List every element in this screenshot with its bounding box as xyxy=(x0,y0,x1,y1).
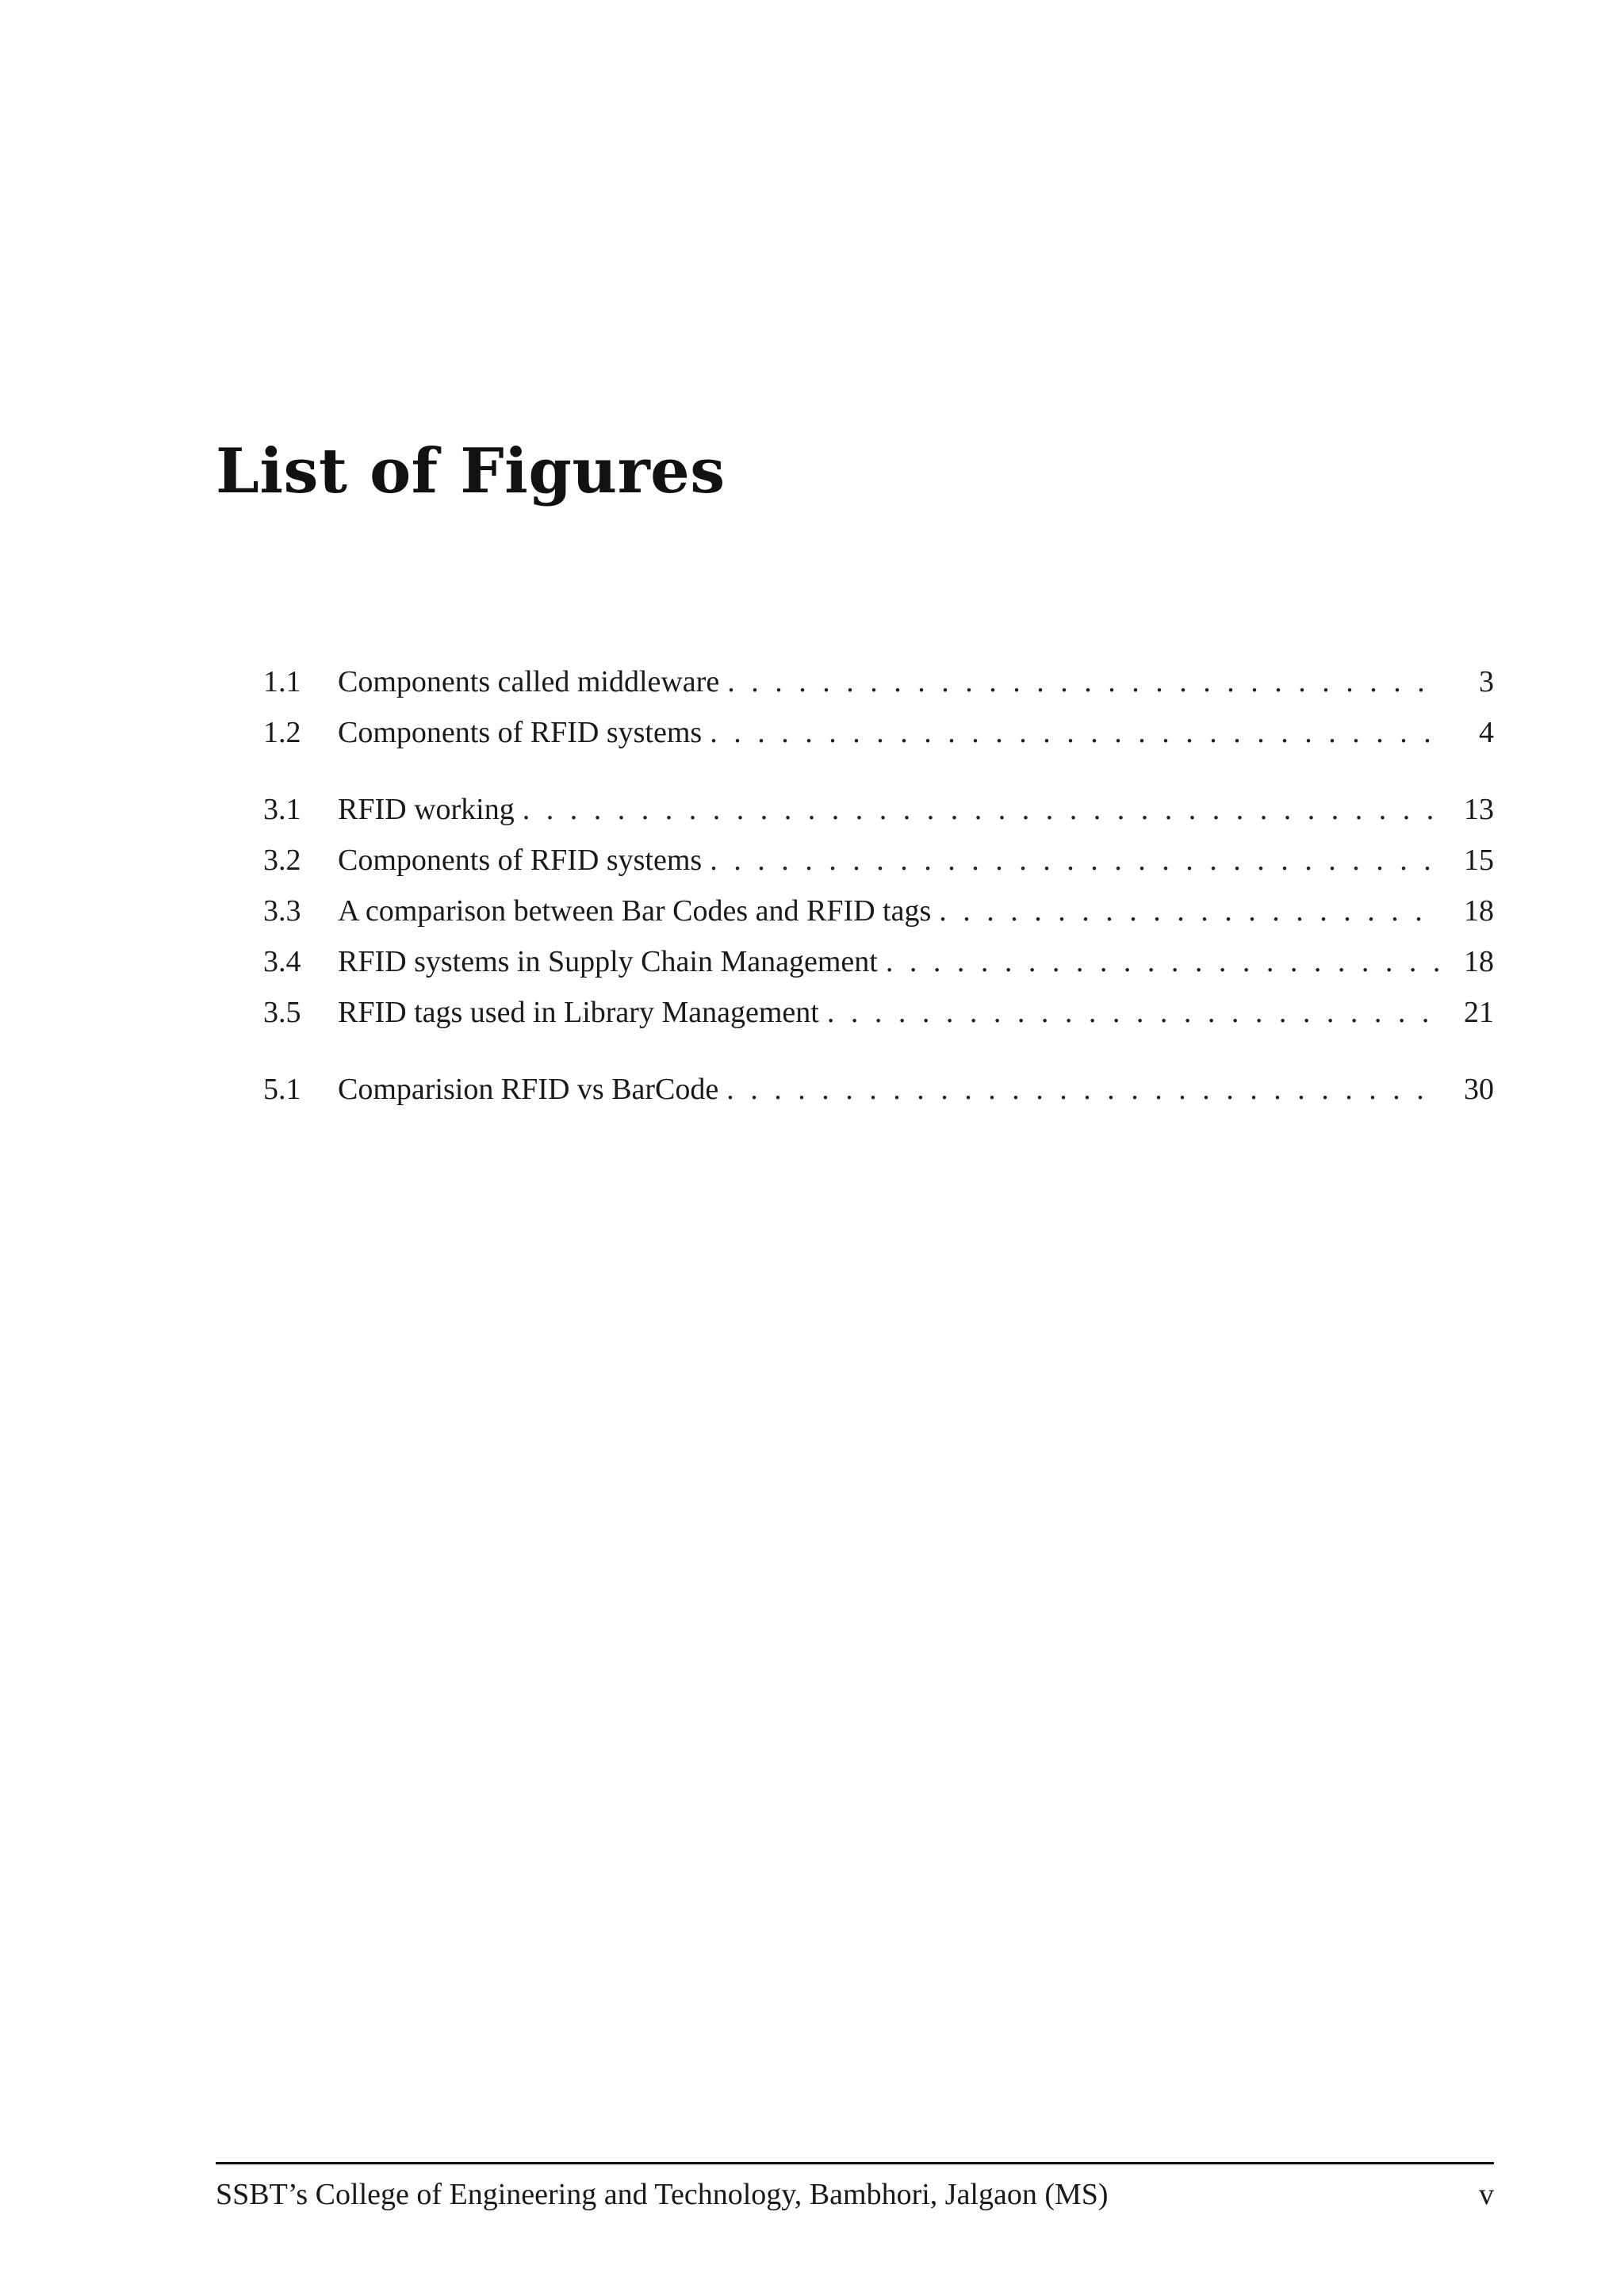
dot-leader xyxy=(718,1072,1438,1107)
figure-title: RFID working xyxy=(338,793,515,826)
dot-leader xyxy=(878,944,1438,979)
figure-page: 18 xyxy=(1464,945,1494,978)
figure-number: 1.1 xyxy=(263,665,301,698)
dot-leader xyxy=(702,843,1438,878)
figure-entry[interactable] xyxy=(263,792,1494,836)
figure-page: 4 xyxy=(1479,716,1494,749)
figure-title: RFID tags used in Library Management xyxy=(338,996,819,1029)
figure-title: Components of RFID systems xyxy=(338,844,703,877)
figure-entry[interactable] xyxy=(263,715,1494,760)
figure-title: RFID systems in Supply Chain Management xyxy=(338,945,878,978)
figure-page: 21 xyxy=(1464,996,1494,1029)
figure-page: 13 xyxy=(1464,793,1494,826)
dot-leader xyxy=(719,664,1438,699)
footer-institution: SSBT’s College of Engineering and Technology, Bambhori, Jalgaon (MS) xyxy=(216,2178,1109,2211)
figure-entry[interactable] xyxy=(263,894,1494,938)
figure-title: Components of RFID systems xyxy=(338,716,703,749)
figure-number: 3.2 xyxy=(263,844,301,877)
footer-divider xyxy=(216,2162,1494,2164)
figure-page: 30 xyxy=(1464,1073,1494,1106)
figure-entry[interactable] xyxy=(263,664,1494,709)
page-title: List of Figures xyxy=(216,435,726,507)
figure-page: 18 xyxy=(1464,894,1494,928)
figure-title: A comparison between Bar Codes and RFID tags xyxy=(338,894,932,928)
figure-page: 3 xyxy=(1479,665,1494,698)
footer-page-number: v xyxy=(1479,2178,1494,2211)
dot-leader xyxy=(819,995,1438,1030)
figure-entry[interactable] xyxy=(263,944,1494,989)
figure-entry[interactable] xyxy=(263,995,1494,1039)
dot-leader xyxy=(702,715,1438,750)
figure-page: 15 xyxy=(1464,844,1494,877)
figure-number: 3.1 xyxy=(263,793,301,826)
figure-number: 5.1 xyxy=(263,1073,301,1106)
figure-number: 3.3 xyxy=(263,894,301,928)
figure-entry[interactable] xyxy=(263,843,1494,887)
page-footer xyxy=(216,2172,1494,2217)
figure-title: Components called middleware xyxy=(338,665,720,698)
figure-number: 3.4 xyxy=(263,945,301,978)
dot-leader xyxy=(931,894,1438,928)
figure-number: 3.5 xyxy=(263,996,301,1029)
figure-entry[interactable] xyxy=(263,1072,1494,1116)
dot-leader xyxy=(515,792,1438,827)
figure-title: Comparision RFID vs BarCode xyxy=(338,1073,719,1106)
figure-number: 1.2 xyxy=(263,716,301,749)
